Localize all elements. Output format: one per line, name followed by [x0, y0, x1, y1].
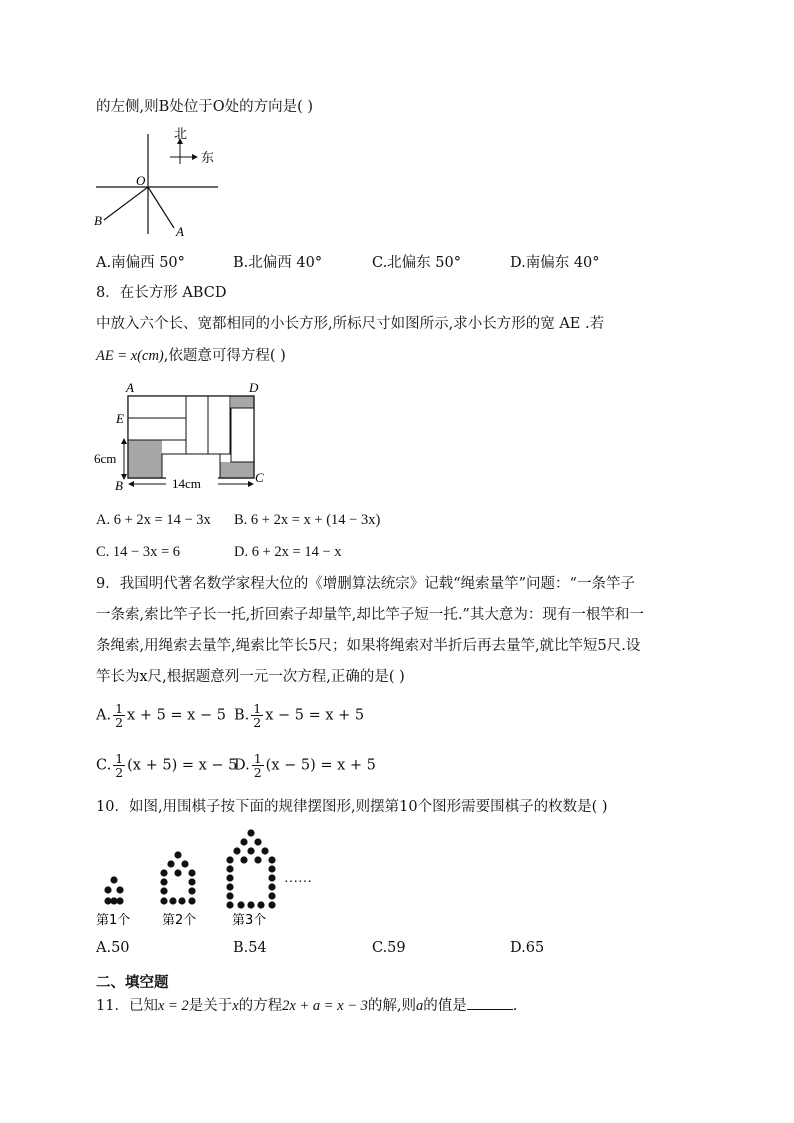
q8-rectangle-figure — [94, 378, 274, 494]
q8-line3 — [96, 346, 286, 366]
numerator: 1 — [253, 751, 262, 766]
q9-line4: 竿长为x尺,根据题意列一元一次方程,正确的是( ) — [96, 669, 405, 685]
q11-equation: 2x + a = x − 3 — [282, 998, 368, 1014]
q10-option-a[interactable]: A.50 — [96, 940, 130, 956]
q11-prefix: 11．已知 — [96, 998, 158, 1014]
q7-question-tail: 的左侧,则B处位于O处的方向是( ) — [96, 99, 314, 115]
label-e: E — [116, 411, 124, 426]
q8-option-c[interactable]: C. 14 − 3x = 6 — [96, 544, 181, 560]
denominator: 2 — [253, 715, 262, 730]
q10-option-d[interactable]: D.65 — [510, 940, 545, 956]
q11-text: 的值是 — [423, 998, 467, 1014]
north-label: 北 — [174, 126, 188, 141]
option-expression: x + 5 = x − 5 — [127, 707, 226, 724]
fraction-one-half — [252, 752, 264, 779]
label-c: C — [255, 470, 264, 485]
q7-option-a[interactable]: A.南偏西 50° — [96, 255, 185, 271]
option-letter: B. — [234, 707, 250, 724]
q7-option-d[interactable]: D.南偏东 40° — [510, 255, 600, 271]
q8-option-b[interactable]: B. 6 + 2x = x + (14 − 3x) — [234, 512, 381, 528]
q7-option-b[interactable]: B.北偏西 40° — [233, 255, 323, 271]
point-o-label: O — [136, 173, 146, 188]
numerator: 1 — [115, 751, 124, 766]
q11-equation-x: x = 2 — [157, 998, 189, 1014]
option-letter: A. — [96, 707, 112, 724]
q10-line1: 10．如图,用围棋子按下面的规律摆图形,则摆第10个图形需要围棋子的枚数是( ) — [96, 799, 608, 815]
q10-option-c[interactable]: C.59 — [372, 940, 406, 956]
numerator: 1 — [115, 701, 124, 716]
point-a-label: A — [176, 224, 184, 239]
q8-option-d[interactable]: D. 6 + 2x = 14 − x — [234, 544, 342, 560]
q9-option-d[interactable] — [234, 752, 376, 779]
label-a: A — [126, 380, 134, 395]
q11-end: . — [512, 998, 518, 1014]
q10-go-stones-figure — [94, 824, 334, 932]
q9-option-c[interactable] — [96, 752, 237, 779]
q9-option-b[interactable] — [234, 702, 364, 729]
q11-text: 的方程 — [238, 998, 283, 1014]
q8-line3-suffix: ,依题意可得方程( ) — [163, 348, 286, 364]
q8-line2: 中放入六个长、宽都相同的小长方形,所标尺寸如图所示,求小长方形的宽 AE .若 — [96, 316, 605, 332]
q8-title: 8．在长方形 ABCD — [96, 285, 227, 301]
figure-label-2: 第2个 — [162, 913, 197, 928]
label-14cm: 14cm — [172, 476, 201, 491]
option-letter: D. — [234, 757, 250, 774]
q9-line2: 一条索,索比竿子长一托,折回索子却量竿,却比竿子短一托.”其大意为：现有一根竿和一 — [96, 607, 644, 623]
fraction-one-half — [251, 702, 263, 729]
option-expression: x − 5 = x + 5 — [265, 707, 365, 724]
q11-variable-x: x — [232, 998, 239, 1014]
q11-variable-a: a — [415, 998, 424, 1014]
point-b-label: B — [94, 213, 102, 228]
east-label: 东 — [201, 150, 215, 165]
ellipsis-dots: …… — [284, 871, 312, 886]
q11-text: 是关于 — [188, 998, 233, 1014]
denominator: 2 — [115, 715, 124, 730]
denominator: 2 — [115, 765, 124, 780]
q9-line1: 9．我国明代著名数学家程大位的《增删算法统宗》记载“绳索量竿”问题：“一条竿子 — [96, 576, 635, 592]
q11-line — [96, 995, 517, 1016]
figure-label-3: 第3个 — [232, 913, 267, 928]
q10-option-b[interactable]: B.54 — [233, 940, 267, 956]
label-b: B — [115, 478, 123, 493]
q9-option-a[interactable] — [96, 702, 226, 729]
q8-ae-equation: AE = x(cm) — [96, 348, 164, 364]
denominator: 2 — [253, 765, 262, 780]
option-expression: (x − 5) = x + 5 — [265, 757, 376, 774]
option-expression: (x + 5) = x − 5 — [127, 757, 238, 774]
q11-text: 的解,则 — [367, 998, 416, 1014]
q7-compass-figure — [90, 124, 230, 242]
option-letter: C. — [96, 757, 112, 774]
answer-blank[interactable] — [467, 995, 513, 1010]
figure-label-1: 第1个 — [96, 913, 131, 928]
label-6cm: 6cm — [94, 451, 117, 466]
q7-option-c[interactable]: C.北偏东 50° — [372, 255, 461, 271]
fraction-one-half — [113, 752, 125, 779]
q8-option-a[interactable]: A. 6 + 2x = 14 − 3x — [96, 512, 211, 528]
fraction-one-half — [113, 702, 125, 729]
section-heading-fill-in: 二、填空题 — [96, 975, 169, 991]
label-d: D — [249, 380, 259, 395]
q9-line3: 条绳索,用绳索去量竿,绳索比竿长5尺；如果将绳索对半折后再去量竿,就比竿短5尺.设 — [96, 638, 641, 654]
numerator: 1 — [253, 701, 262, 716]
